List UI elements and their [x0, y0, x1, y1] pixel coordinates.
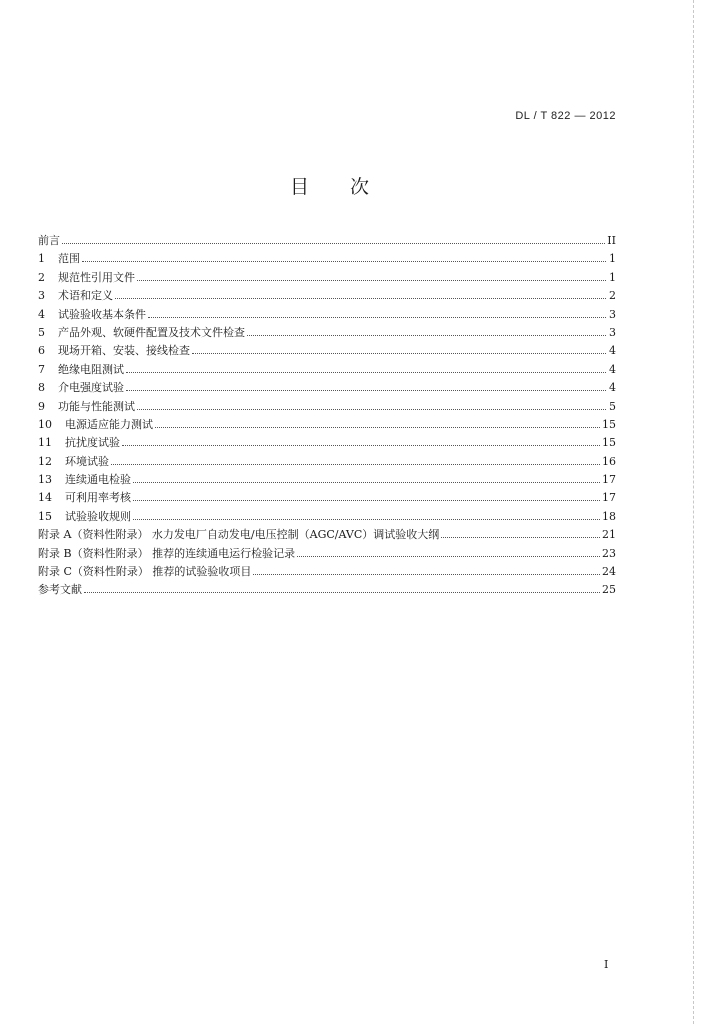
toc-entry-page: 15: [602, 417, 616, 431]
page-number: I: [604, 958, 609, 971]
toc-entry[interactable]: [38, 398, 616, 416]
toc-entry[interactable]: [38, 434, 616, 452]
toc-entry-page: 5: [609, 399, 616, 413]
toc-entry-page: 17: [602, 491, 616, 505]
standard-code: DL / T 822 — 2012: [515, 110, 616, 122]
toc-entry-label: 试验验收基本条件: [58, 307, 146, 321]
leader-dots: [126, 371, 606, 373]
toc-entry[interactable]: [38, 306, 616, 324]
toc-entry-label: 参考文献: [38, 583, 82, 597]
leader-dots: [137, 408, 606, 410]
toc-title-left: 目: [289, 176, 310, 198]
toc-entry-number: 1: [38, 252, 45, 266]
toc-entry-label: 附录 B（资料性附录） 推荐的连续通电运行检验记录: [38, 546, 296, 560]
leader-dots: [253, 573, 600, 575]
leader-dots: [441, 536, 600, 538]
leader-dots: [111, 463, 600, 465]
leader-dots: [133, 499, 600, 501]
toc-entry-page: 4: [609, 362, 616, 376]
toc-entry-label: 附录 C（资料性附录） 推荐的试验验收项目: [38, 565, 252, 579]
toc-entry[interactable]: [38, 489, 616, 507]
toc-entry-label: 范围: [58, 252, 80, 266]
leader-dots: [133, 518, 600, 520]
toc-entry-label: 产品外观、软硬件配置及技术文件检查: [58, 325, 245, 339]
toc-entry-page: 18: [602, 509, 616, 523]
toc-entry-number: 2: [38, 270, 45, 284]
toc-entry[interactable]: [38, 379, 616, 397]
toc-entry-number: 13: [38, 473, 52, 487]
toc-entry-page: 17: [602, 473, 616, 487]
toc-entry-number: 12: [38, 454, 52, 468]
toc-entry-page: 3: [609, 325, 616, 339]
toc-entry-page: 2: [609, 289, 616, 303]
toc-entry-label: 环境试验: [65, 454, 109, 468]
leader-dots: [192, 352, 606, 354]
toc-entry-appendix-c[interactable]: [38, 563, 616, 581]
toc-entry[interactable]: [38, 453, 616, 471]
toc-entry-label: 连续通电检验: [65, 473, 131, 487]
toc-entry-number: 11: [38, 436, 52, 450]
toc-entry-label: 现场开箱、安装、接线检查: [58, 344, 190, 358]
leader-dots: [84, 591, 600, 593]
toc-entry-label: 可利用率考核: [65, 491, 131, 505]
leader-dots: [297, 555, 600, 557]
toc-entry-label: 抗扰度试验: [65, 436, 120, 450]
toc-entry-references[interactable]: [38, 581, 616, 599]
toc-entry[interactable]: [38, 287, 616, 305]
leader-dots: [62, 242, 605, 244]
toc-entry[interactable]: [38, 361, 616, 379]
leader-dots: [122, 444, 600, 446]
toc-entry[interactable]: [38, 416, 616, 434]
toc-entry-number: 9: [38, 399, 45, 413]
leader-dots: [155, 426, 600, 428]
toc-entry-number: 6: [38, 344, 45, 358]
toc-entry-label: 电源适应能力测试: [65, 417, 153, 431]
toc-entry-label: 介电强度试验: [58, 381, 124, 395]
toc-title: [0, 172, 660, 199]
toc-entry[interactable]: [38, 508, 616, 526]
toc-entry[interactable]: [38, 342, 616, 360]
toc-entry-page: 24: [602, 565, 616, 579]
toc-entry-page: 4: [609, 381, 616, 395]
toc-entry-label: 试验验收规则: [65, 509, 131, 523]
toc-entry-label: 前言: [38, 234, 60, 247]
toc-entry-label: 功能与性能测试: [58, 399, 135, 413]
toc-entry-page: 3: [609, 307, 616, 321]
toc-list: [38, 232, 616, 600]
toc-entry-page: 1: [609, 252, 616, 266]
toc-entry-number: 7: [38, 362, 45, 376]
leader-dots: [133, 481, 600, 483]
toc-entry[interactable]: [38, 269, 616, 287]
toc-entry-page: 23: [602, 546, 616, 560]
toc-entry-number: 4: [38, 307, 45, 321]
toc-entry-number: 8: [38, 381, 45, 395]
toc-entry-page: 25: [602, 583, 616, 597]
toc-entry-label: 术语和定义: [58, 289, 113, 303]
toc-entry-page: 16: [602, 454, 616, 468]
toc-entry-label: 规范性引用文件: [58, 270, 135, 284]
toc-entry[interactable]: [38, 232, 616, 250]
toc-entry[interactable]: [38, 471, 616, 489]
toc-entry-number: 15: [38, 509, 52, 523]
toc-title-right: 次: [350, 176, 371, 198]
toc-entry-page: 4: [609, 344, 616, 358]
leader-dots: [148, 316, 606, 318]
toc-entry-page: II: [607, 234, 616, 247]
toc-entry-page: 15: [602, 436, 616, 450]
leader-dots: [137, 279, 606, 281]
toc-entry[interactable]: [38, 324, 616, 342]
toc-entry-number: 3: [38, 289, 45, 303]
toc-entry-appendix-a[interactable]: [38, 526, 616, 544]
leader-dots: [247, 334, 606, 336]
toc-entry-number: 10: [38, 417, 52, 431]
toc-entry-appendix-b[interactable]: [38, 545, 616, 563]
toc-entry-page: 1: [609, 270, 616, 284]
toc-entry-number: 14: [38, 491, 52, 505]
toc-entry-number: 5: [38, 325, 45, 339]
toc-entry-label: 附录 A（资料性附录） 水力发电厂自动发电/电压控制（AGC/AVC）调试验收大纲: [38, 528, 440, 542]
toc-entry-label: 绝缘电阻测试: [58, 362, 124, 376]
leader-dots: [82, 260, 606, 262]
leader-dots: [126, 389, 606, 391]
toc-entry-page: 21: [602, 528, 616, 542]
toc-entry[interactable]: [38, 250, 616, 268]
leader-dots: [115, 297, 606, 299]
scan-edge-line: [693, 0, 694, 1024]
